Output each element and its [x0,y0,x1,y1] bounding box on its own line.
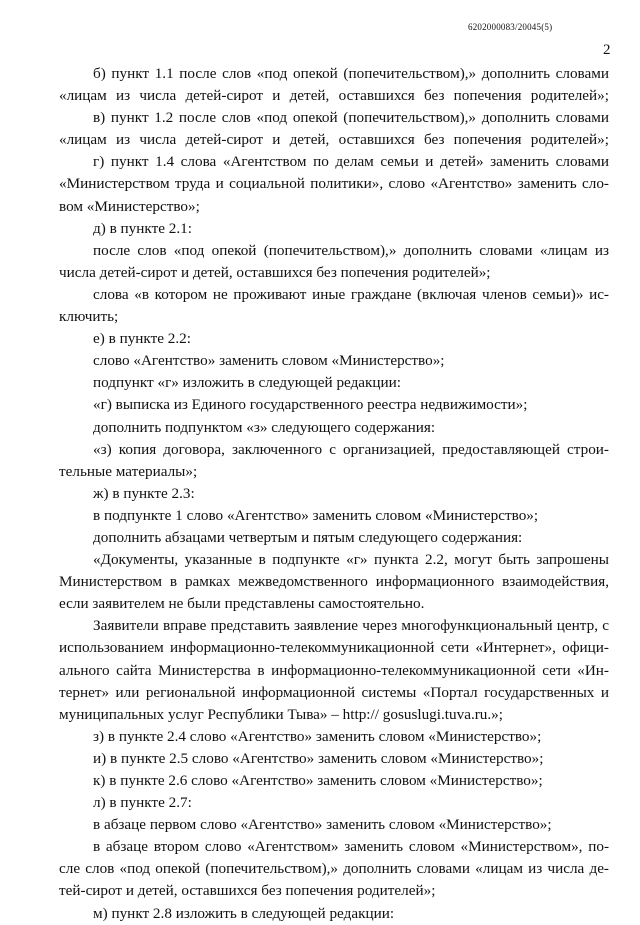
text-line: если заявителем не были представлены самостоятельно. [59,595,425,613]
text-line: дополнить подпунктом «з» следующего содержания: [93,418,436,436]
text-line: использованием информационно-телекоммуникационной сети «Интернет», офици- [59,639,609,657]
text-line: в) пункт 1.2 после слов «под опекой (попечительством),» дополнить словами [93,109,609,127]
page-number: 2 [603,42,611,58]
text-line: «з) копия договора, заключенного с организацией, предоставляющей строи- [93,440,609,458]
text-line: в подпункте 1 слово «Агентство» заменить словом «Министерство»; [93,506,539,524]
text-line: вом «Министерство»; [59,197,200,215]
text-line: тельные материалы»; [59,462,198,480]
document-code: 6202000083/20045(5) [468,22,553,32]
text-line: в абзаце первом слово «Агентство» заменить словом «Министерство»; [93,816,552,834]
text-line: «г) выписка из Единого государственного реестра недвижимости»; [93,396,528,414]
text-line: ального сайта Министерства в информационно-телекоммуникационной сети «Ин- [59,661,609,679]
text-line: «Министерством труда и социальной политики», слово «Агентство» заменить сло- [59,175,609,193]
text-line: муниципальных услуг Республики Тыва» – http:// gosuslugi.tuva.ru.»; [59,705,503,723]
text-line: м) пункт 2.8 изложить в следующей редакции: [93,904,395,922]
text-line: Заявители вправе представить заявление через многофункциональный центр, с [93,617,609,635]
text-line: сле слов «под опекой (попечительством),» дополнить словами «лицам из числа де- [59,860,609,878]
text-line: ж) в пункте 2.3: [93,484,195,502]
text-line: и) в пункте 2.5 слово «Агентство» заменить словом «Министерство»; [93,749,544,767]
text-line: слова «в котором не проживают иные граждане (включая членов семьи)» ис- [93,285,609,303]
text-line: з) в пункте 2.4 слово «Агентство» заменить словом «Министерство»; [93,727,542,745]
text-line: Министерством в рамках межведомственного информационного взаимодействия, [59,573,609,591]
text-line: «лицам из числа детей-сирот и детей, оставшихся без попечения родителей»; [59,131,609,149]
text-line: б) пункт 1.1 после слов «под опекой (попечительством),» дополнить словами [93,65,609,82]
text-line: г) пункт 1.4 слова «Агентством по делам семьи и детей» заменить словами [93,153,609,171]
text-line: слово «Агентство» заменить словом «Министерство»; [93,352,445,370]
text-line: тей-сирот и детей, оставшихся без попечения родителей»; [59,882,436,900]
text-line: д) в пункте 2.1: [93,219,192,237]
text-line: в абзаце втором слово «Агентством» заменить словом «Министерством», по- [93,838,609,856]
text-line: числа детей-сирот и детей, оставшихся без попечения родителей»; [59,263,491,281]
text-line: тернет» или региональной информационной системы «Портал государственных и [59,683,609,701]
text-line: е) в пункте 2.2: [93,330,191,348]
text-line: дополнить абзацами четвертым и пятым следующего содержания: [93,528,523,546]
text-line: подпункт «г» изложить в следующей редакции: [93,374,402,392]
text-line: к) в пункте 2.6 слово «Агентство» заменить словом «Министерство»; [93,772,543,789]
text-line: «Документы, указанные в подпункте «г» пункта 2.2, могут быть запрошены [93,551,609,569]
text-line: «лицам из числа детей-сирот и детей, оставшихся без попечения родителей»; [59,87,609,105]
text-line: л) в пункте 2.7: [93,794,192,812]
document-body [59,63,609,925]
text-line: после слов «под опекой (попечительством),» дополнить словами «лицам из [93,241,609,259]
text-line: ключить; [59,308,119,326]
